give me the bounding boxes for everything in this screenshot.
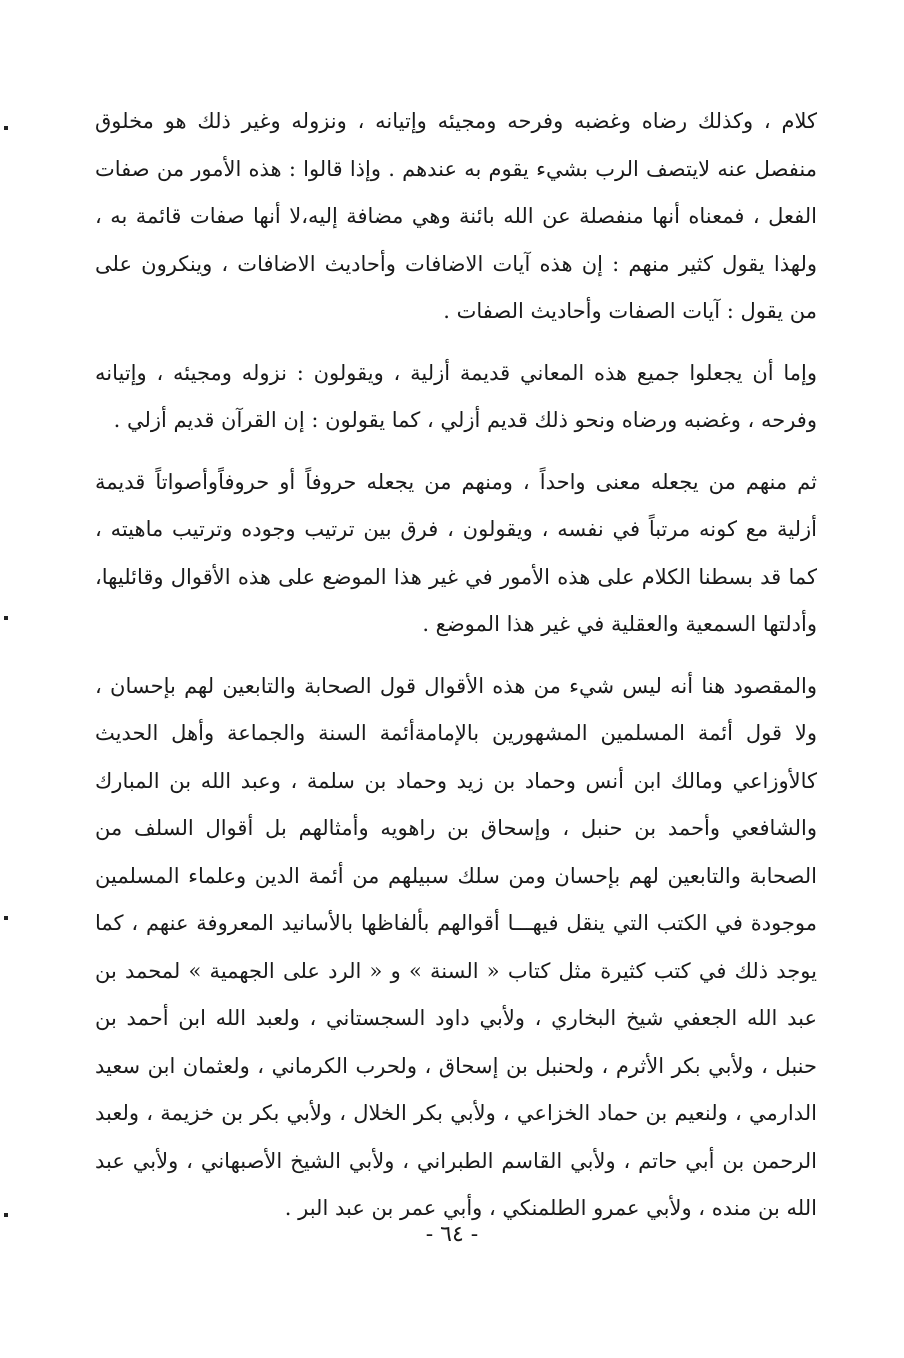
paragraph-4: والمقصود هنا أنه ليس شيء من هذه الأقوال قول الصحابة والتابعين لهم بإحسان ، ولا قول أئمة المسلمين المشهورين بالإمامةأئمة السنة والجماعة وأهل الحديث كالأوزاعي ومالك ابن أنس وحماد بن زيد وحماد بن سلمة ، وعبد الله بن المبارك والشافعي وأحمد بن حنبل ، وإسحاق بن راهويه وأمثالهم بل أقوال السلف من الصحابة والتابعين لهم بإحسان ومن سلك سبيلهم من أئمة الدين وعلماء المسلمين موجودة في الكتب التي ينقل فيهـــا أقوالهم بألفاظها بالأسانيد المعروفة عنهم ، كما يوجد ذلك في كتب كثيرة مثل كتاب « السنة » و « الرد على الجهمية » لمحمد بن عبد الله الجعفي شيخ البخاري ، ولأبي داود السجستاني ، ولعبد الله ابن أحمد بن حنبل ، ولأبي بكر الأثرم ، ولحنبل بن إسحاق ، ولحرب الكرماني ، ولعثمان ابن سعيد الدارمي ، ولنعيم بن حماد الخزاعي ، ولأبي بكر الخلال ، ولأبي بكر بن خزيمة ، ولعبد الرحمن بن أبي حاتم ، ولأبي القاسم الطبراني ، ولأبي الشيخ الأصبهاني ، ولأبي عبد الله بن منده ، ولأبي عمرو الطلمنكي ، وأبي عمر بن عبد البر . xyxy=(95,673,817,1220)
paragraph-3: ثم منهم من يجعله معنى واحداً ، ومنهم من يجعله حروفاً أو حروفاًوأصواتاً قديمة أزلية مع كونه مرتباً في نفسه ، ويقولون ، فرق بين ترتيب وجوده وترتيب ماهيته ، كما قد بسطنا الكلام على هذه الأمور في غير هذا الموضع على هذه الأقوال وقائليها، وأدلتها السمعية والعقلية في غير هذا الموضع . xyxy=(95,469,817,636)
scan-mark xyxy=(4,916,8,920)
page-body xyxy=(95,98,817,1233)
scan-mark xyxy=(4,126,8,130)
paragraph-1: كلام ، وكذلك رضاه وغضبه وفرحه ومجيئه وإتيانه ، ونزوله وغير ذلك هو مخلوق منفصل عنه لايتصف الرب بشيء يقوم به عندهم . وإذا قالوا : هذه الأمور من صفات الفعل ، فمعناه أنها منفصلة عن الله بائنة وهي مضافة إليه،لا أنها صفات قائمة به ، ولهذا يقول كثير منهم : إن هذه آيات الاضافات وأحاديث الاضافات ، وينكرون على من يقول : آيات الصفات وأحاديث الصفات . xyxy=(95,109,817,323)
page-number: - ٦٤ - xyxy=(425,1222,479,1247)
scan-mark xyxy=(4,616,8,620)
paragraph-2: وإما أن يجعلوا جميع هذه المعاني قديمة أزلية ، ويقولون : نزوله ومجيئه ، وإتيانه وفرحه ، وغضبه ورضاه ونحو ذلك قديم أزلي ، كما يقولون : إن القرآن قديم أزلي . xyxy=(95,360,817,432)
scan-mark xyxy=(4,1213,8,1217)
